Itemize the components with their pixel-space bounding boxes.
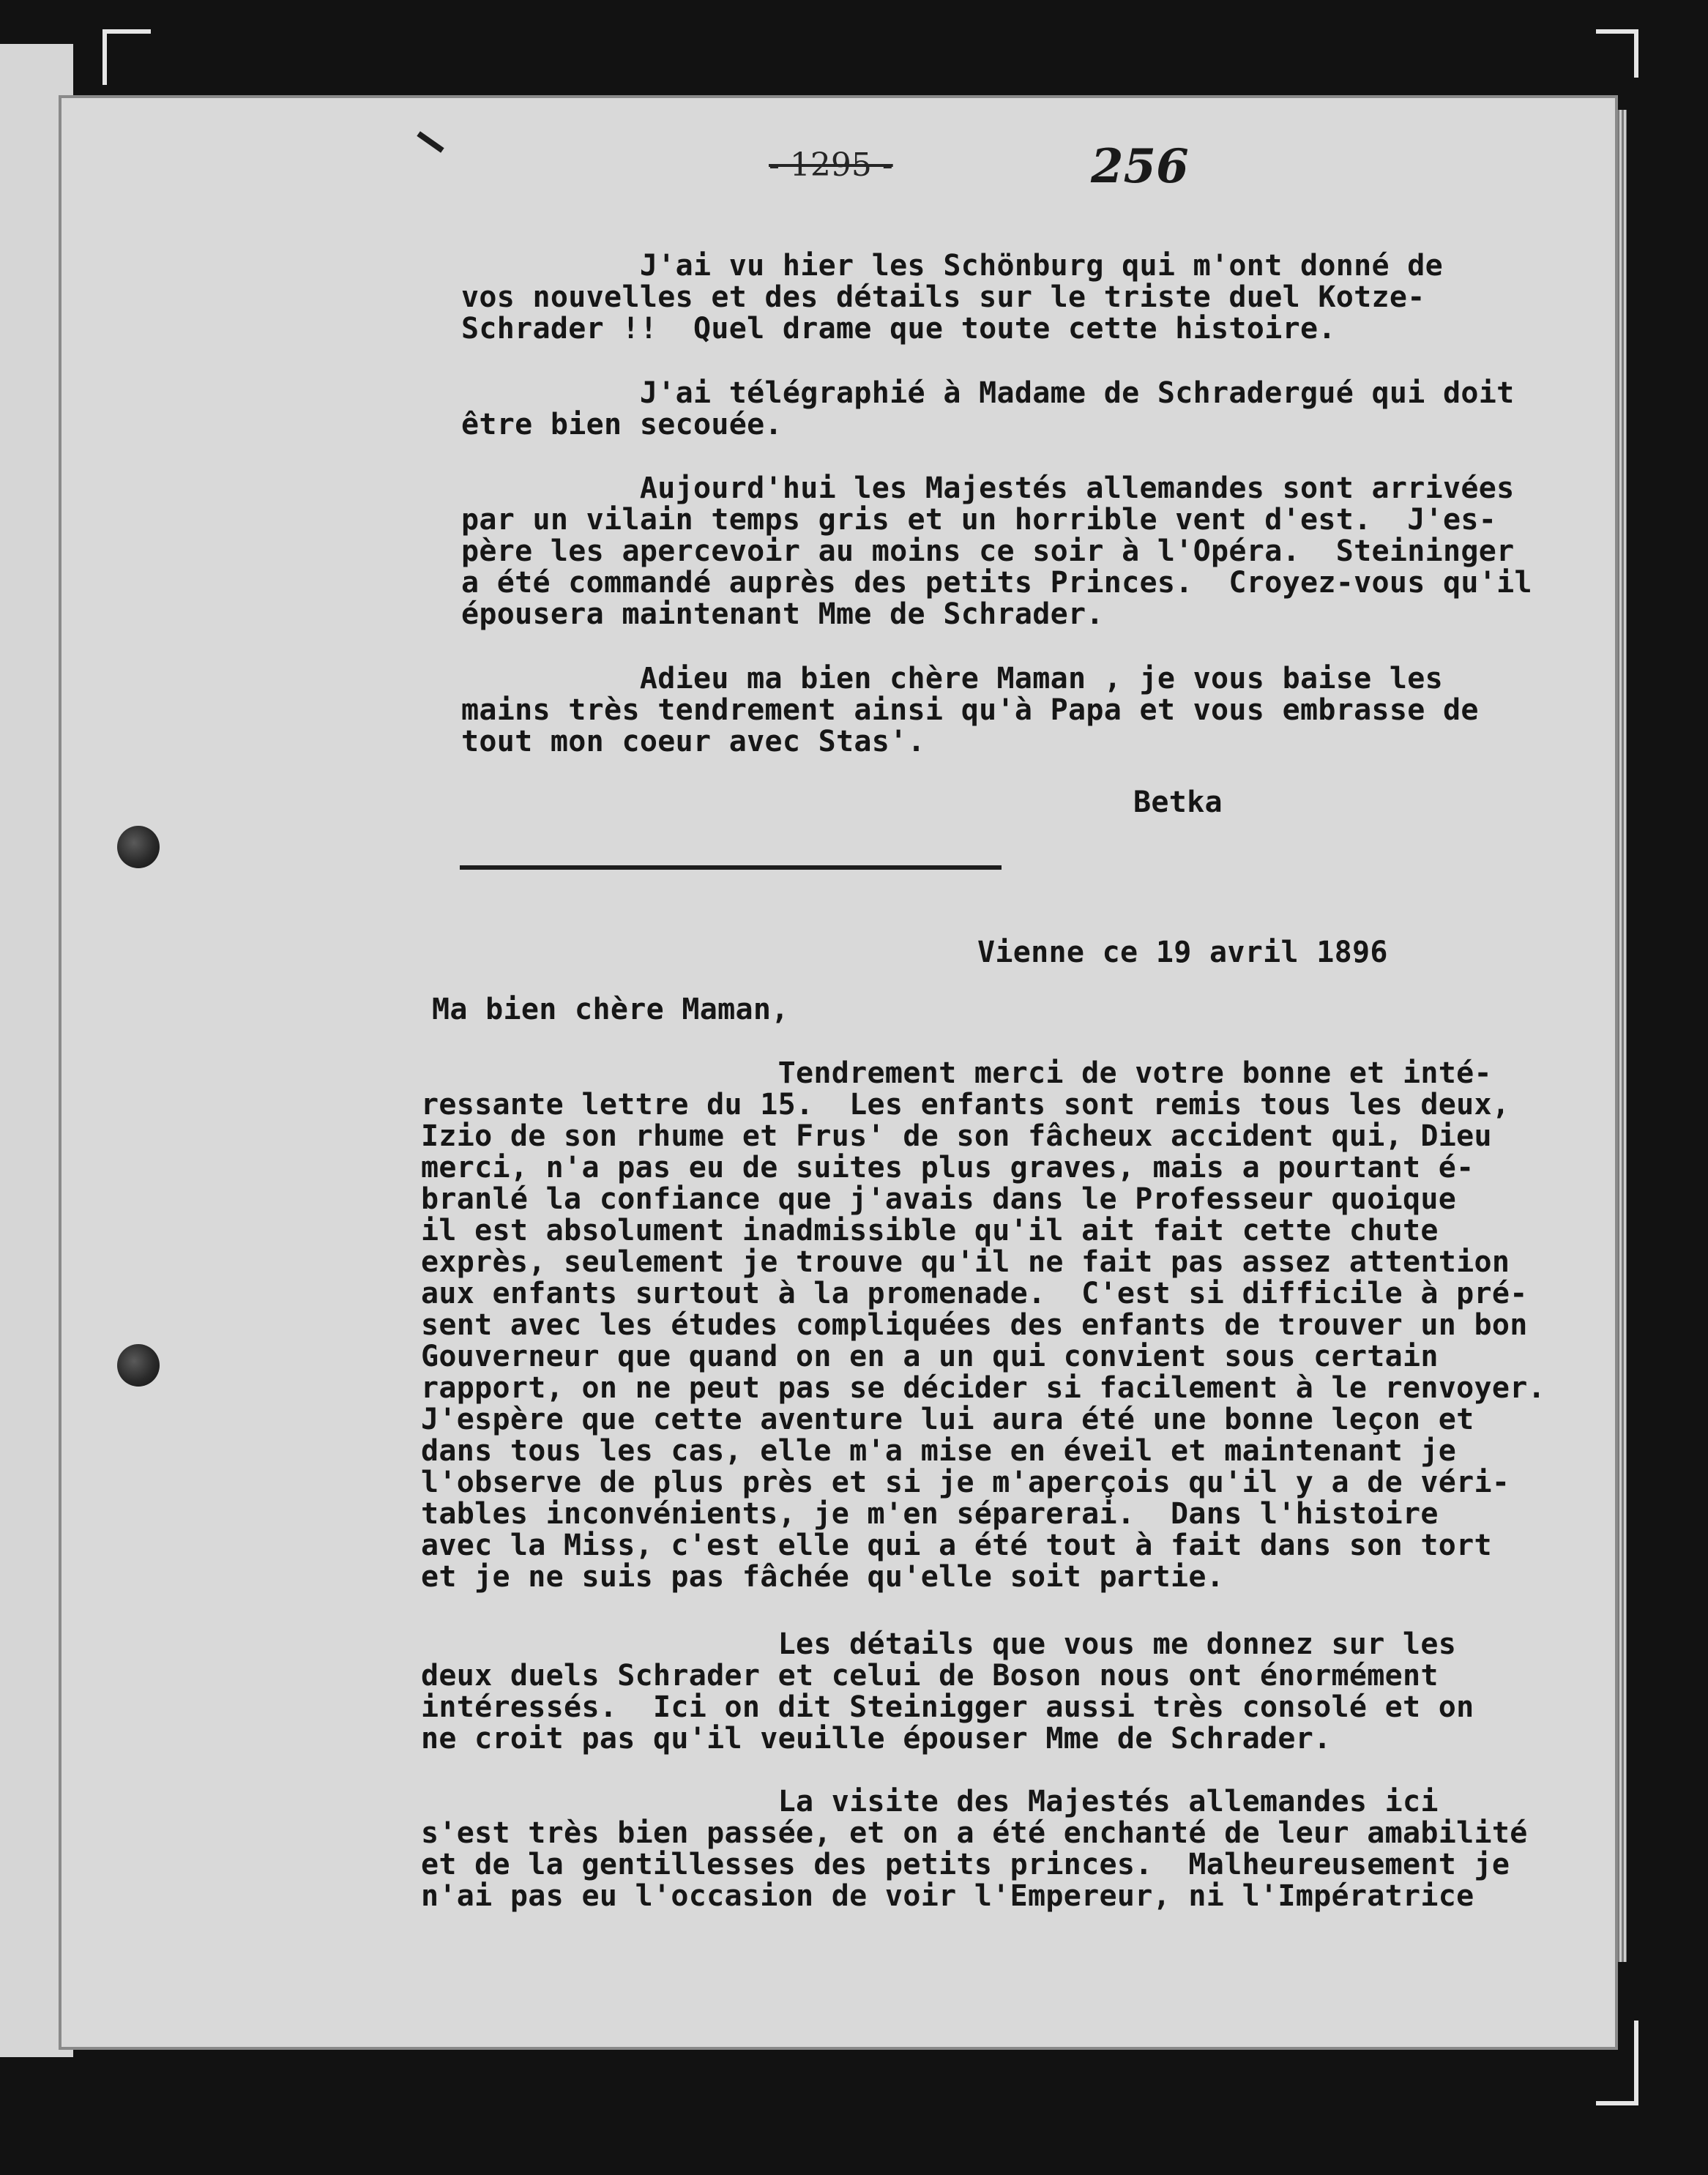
letter1-paragraph-1: J'ai vu hier les Schönburg qui m'ont donné de vos nouvelles et des détails sur le triste duel Kotze- Schrader !! Quel drame que toute cette histoire. xyxy=(461,249,1444,346)
letter1-paragraph-2: J'ai télégraphié à Madame de Schradergué qui doit être bien secouée. xyxy=(461,376,1515,441)
crop-mark-top-left xyxy=(102,29,151,85)
salutation: Ma bien chère Maman, xyxy=(432,993,789,1026)
new-page-number: 256 xyxy=(1091,139,1189,194)
letter1-paragraph-4: Adieu ma bien chère Maman , je vous baise les mains très tendrement ainsi qu'à Papa et vous embrasse de tout mon coeur avec Stas'. xyxy=(461,662,1479,758)
letter1-paragraph-3: Aujourd'hui les Majestés allemandes sont arrivées par un vilain temps gris et un horrible vent d'est. J'es- père les apercevoir au moins ce soir à l'Opéra. Steininger a été commandé auprès des petits Princes. Croyez-vous qu'il épousera maintenant Mme de Schrader. xyxy=(461,471,1532,631)
letter2-paragraph-3: La visite des Majestés allemandes ici s'est très bien passée, et on a été enchanté de leur amabilité et de la gentillesses des petits princes. Malheureusement je n'ai pas eu l'occasion de voir l'Empereur, ni l'Impératrice xyxy=(421,1785,1528,1913)
date-line: Vienne ce 19 avril 1896 xyxy=(977,936,1388,969)
punch-hole-bottom xyxy=(117,1344,160,1387)
letter2-paragraph-2: Les détails que vous me donnez sur les deux duels Schrader et celui de Boson nous ont énormément intéressés. Ici on dit Steinigger aussi très consolé et on ne croit pas qu'il veuille épouser Mme de Schrader. xyxy=(421,1627,1474,1756)
crop-mark-top-right xyxy=(1596,29,1638,78)
page-header xyxy=(769,139,1281,198)
letter2-paragraph-1: Tendrement merci de votre bonne et inté- ressante lettre du 15. Les enfants sont remis tous les deux, Izio de son rhume et Frus' de son fâcheux accident qui, Dieu merci, n'a pas eu de suites plus graves, mais a pourtant é- branlé la confiance que j'avais dans le Professeur quoique il est absolument inadmissible qu'il ait fait cette chute exprès, seulement je trouve qu'il ne fait pas assez attention aux enfants surtout à la promenade. C'est si difficile à pré- sent avec les études compliquées des enfants de trouver un bon Gouverneur que quand on en a un qui convient sous certain rapport, on ne peut pas se décider si facilement à le renvoyer. J'espère que cette aventure lui aura été une bonne leçon et dans tous les cas, elle m'a mise en éveil et maintenant je l'observe de plus près et si je m'aperçois qu'il y a de véri- tables inconvénients, je m'en séparerai. Dans l'histoire avec la Miss, c'est elle qui a été tout à fait dans son tort et je ne suis pas fâchée qu'elle soit partie. xyxy=(421,1056,1546,1594)
old-page-number: - 1295 - xyxy=(769,146,893,184)
punch-hole-top xyxy=(117,826,160,868)
signature: Betka xyxy=(1133,786,1223,819)
signature-rule xyxy=(460,865,1002,870)
